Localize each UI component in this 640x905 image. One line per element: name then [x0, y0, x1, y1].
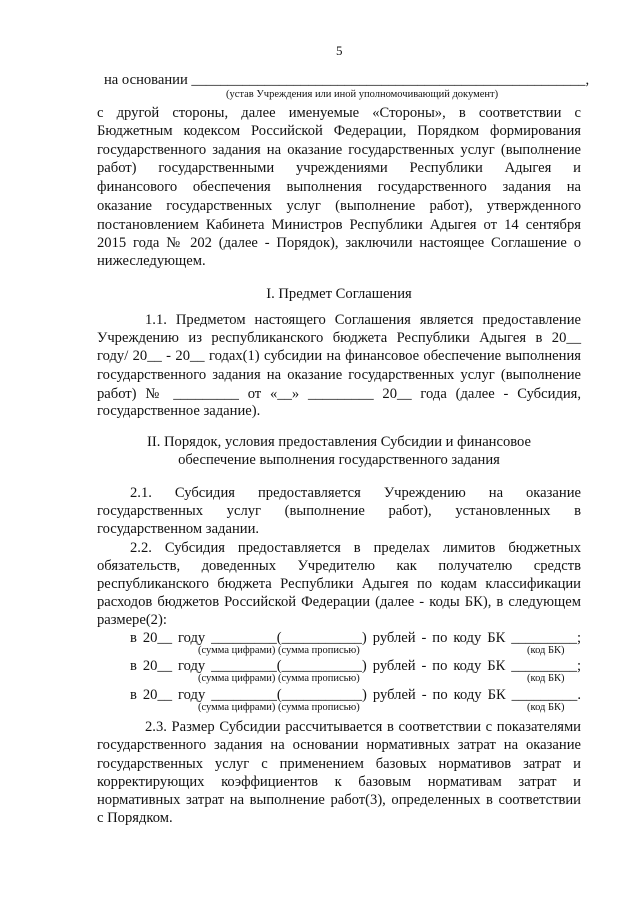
intro-line-4: работ) государственными учреждениями Республики Адыгея и: [97, 160, 581, 176]
s1-line-4: государственного задания на оказание государственных услуг (выполнение: [97, 367, 581, 383]
intro-line-5: финансового обеспечения выполнения государственного задания на: [97, 179, 581, 195]
p22-line-1: 2.2. Субсидия предоставляется в пределах лимитов бюджетных: [130, 540, 581, 556]
intro-line-7: постановлением Кабинета Министров Республики Адыгея от 14 сентября: [97, 217, 581, 233]
intro-line-1: с другой стороны, далее именуемые «Стороны», в соответствии с: [97, 105, 581, 121]
p21-line-2: государственных услуг (выполнение работ), установленных в: [97, 503, 581, 519]
p22-last-line: размере(2):: [97, 612, 167, 628]
amount-row-3-sum-note: (сумма цифрами) (сумма прописью): [198, 702, 360, 713]
section1-title: I. Предмет Соглашения: [266, 286, 412, 302]
s1-last-line: государственное задание).: [97, 403, 261, 419]
page-number: 5: [336, 43, 343, 58]
p22-line-4: расходов бюджетов Российской Федерации (далее - коды БК), в следующем: [97, 594, 581, 610]
p23-line-4: корректирующих коэффициентов к базовым нормативам затрат и: [97, 774, 581, 790]
amount-row-2: в 20__ году _________(___________) рублей - по коду БК _________;: [130, 658, 581, 674]
amount-row-1: в 20__ году _________(___________) рублей - по коду БК _________;: [130, 630, 581, 646]
s1-line-3: году/ 20__ - 20__ годах(1) субсидии на финансовое обеспечение выполнения: [97, 348, 581, 364]
p21-line-1: 2.1. Субсидия предоставляется Учреждению на оказание: [130, 485, 581, 501]
intro-line-2: Бюджетным кодексом Российской Федерации, Порядком формирования: [97, 123, 581, 139]
amount-row-2-code-note: (код БК): [527, 673, 565, 684]
p23-line-5: нормативных затрат на выполнение работ(3), определенных в соответствии: [97, 792, 581, 808]
amount-row-2-sum-note: (сумма цифрами) (сумма прописью): [198, 673, 360, 684]
intro-basis-note: (устав Учреждения или иной уполномочивающий документ): [226, 89, 499, 100]
s1-line-5: работ) № _________ от «__» _________ 20__ года (далее - Субсидия,: [97, 386, 581, 402]
s1-line-2: Учреждению из республиканского бюджета Республики Адыгея в 20__: [97, 330, 581, 346]
intro-line-3: государственного задания на оказание государственных услуг (выполнение: [97, 142, 581, 158]
intro-basis-line: на основании ______________________________________________________,: [104, 72, 590, 88]
p23-line-1: 2.3. Размер Субсидии рассчитывается в соответствии с показателями: [145, 719, 581, 735]
intro-line-8: 2015 года № 202 (далее - Порядок), заключили настоящее Соглашение о: [97, 235, 581, 251]
amount-row-3: в 20__ году _________(___________) рублей - по коду БК _________.: [130, 687, 581, 703]
p23-line-3: государственных услуг с применением базовых нормативов затрат и: [97, 756, 581, 772]
amount-row-1-code-note: (код БК): [527, 645, 565, 656]
intro-line-6: оказание государственных услуг (выполнение работ), утвержденного: [97, 198, 581, 214]
intro-last-line: нижеследующем.: [97, 253, 206, 269]
p21-last-line: государственном задании.: [97, 521, 260, 537]
amount-row-1-sum-note: (сумма цифрами) (сумма прописью): [198, 645, 360, 656]
s1-line-1: 1.1. Предметом настоящего Соглашения является предоставление: [145, 312, 581, 328]
p22-line-3: республиканского бюджета Республики Адыгея по кодам классификации: [97, 576, 581, 592]
section2-title-line1: II. Порядок, условия предоставления Субсидии и финансовое: [146, 434, 532, 450]
p23-last-line: с Порядком.: [97, 810, 173, 826]
p22-line-2: обязательств, доведенных Учредителю как получателю средств: [97, 558, 581, 574]
amount-row-3-code-note: (код БК): [527, 702, 565, 713]
section2-title-line2: обеспечение выполнения государственного задания: [178, 452, 500, 468]
p23-line-2: государственного задания на основании нормативных затрат на оказание: [97, 737, 581, 753]
